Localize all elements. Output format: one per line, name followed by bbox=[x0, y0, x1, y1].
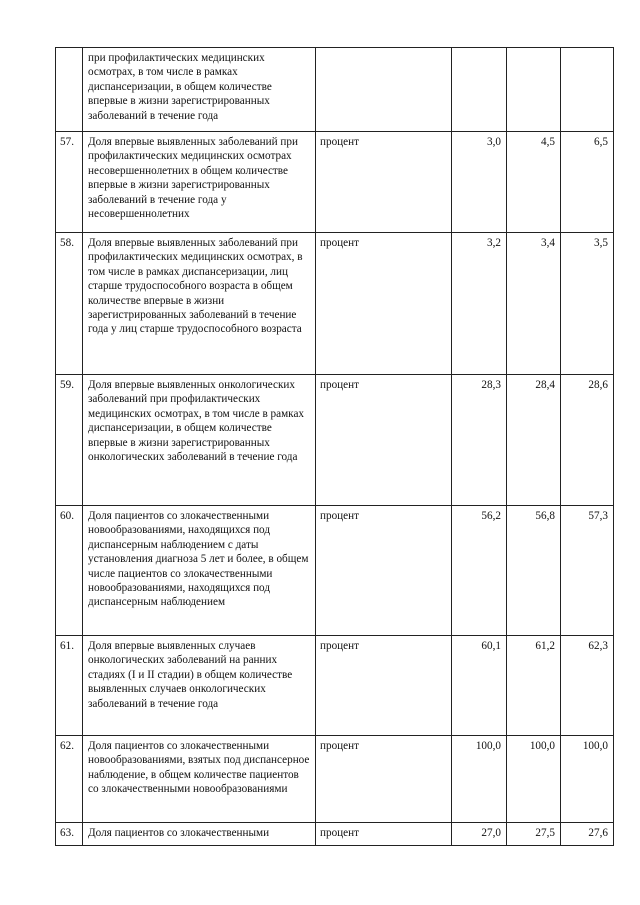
value-year-1: 28,3 bbox=[452, 375, 507, 506]
indicator-description: при профилактических медицинских осмотрах, в том числе в рамках диспансеризации, в общем количестве впервые в жизни зарегистрированных заболеваний в течение года bbox=[83, 48, 316, 132]
value-year-2: 28,4 bbox=[507, 375, 561, 506]
value-year-3: 28,6 bbox=[561, 375, 614, 506]
row-number: 62. bbox=[56, 736, 83, 823]
table-row bbox=[56, 736, 614, 823]
row-number: 63. bbox=[56, 823, 83, 846]
value-year-1: 60,1 bbox=[452, 636, 507, 736]
row-number: 59. bbox=[56, 375, 83, 506]
value-year-2: 56,8 bbox=[507, 506, 561, 636]
value-year-3: 100,0 bbox=[561, 736, 614, 823]
value-year-3: 3,5 bbox=[561, 233, 614, 375]
value-year-2: 100,0 bbox=[507, 736, 561, 823]
table-row bbox=[56, 48, 614, 132]
value-year-2: 4,5 bbox=[507, 132, 561, 233]
table-row bbox=[56, 375, 614, 506]
value-year-3: 57,3 bbox=[561, 506, 614, 636]
value-year-1: 3,0 bbox=[452, 132, 507, 233]
table-row bbox=[56, 823, 614, 846]
value-year-2 bbox=[507, 48, 561, 132]
table-row bbox=[56, 636, 614, 736]
unit-cell: процент bbox=[316, 233, 452, 375]
value-year-3: 27,6 bbox=[561, 823, 614, 846]
indicator-description: Доля пациентов со злокачественными новообразованиями, взятых под диспансерное наблюдение, в общем количестве пациентов со злокачественными новообразованиями bbox=[83, 736, 316, 823]
table-row bbox=[56, 233, 614, 375]
value-year-3 bbox=[561, 48, 614, 132]
row-number: 61. bbox=[56, 636, 83, 736]
value-year-3: 6,5 bbox=[561, 132, 614, 233]
indicator-description: Доля впервые выявленных заболеваний при профилактических медицинских осмотрах несовершеннолетних в общем количестве впервые в жизни зарегистрированных заболеваний в течение года у несовершеннолетних bbox=[83, 132, 316, 233]
indicators-table bbox=[55, 47, 614, 846]
unit-cell bbox=[316, 48, 452, 132]
unit-cell: процент bbox=[316, 736, 452, 823]
unit-cell: процент bbox=[316, 636, 452, 736]
indicator-description: Доля впервые выявленных заболеваний при профилактических медицинских осмотрах, в том числе в рамках диспансеризации, лиц старше трудоспособного возраста в общем количестве впервые в жизни зарегистрированных заболеваний в течение года у лиц старше трудоспособного возраста bbox=[83, 233, 316, 375]
value-year-1: 27,0 bbox=[452, 823, 507, 846]
value-year-2: 61,2 bbox=[507, 636, 561, 736]
indicator-description: Доля впервые выявленных случаев онкологических заболеваний на ранних стадиях (I и II стадии) в общем количестве выявленных случаев онкологических заболеваний в течение года bbox=[83, 636, 316, 736]
row-number: 58. bbox=[56, 233, 83, 375]
indicator-description: Доля впервые выявленных онкологических заболеваний при профилактических медицинских осмотрах, в том числе в рамках диспансеризации, в общем количестве впервые в жизни зарегистрированных онкологических заболеваний в течение года bbox=[83, 375, 316, 506]
unit-cell: процент bbox=[316, 375, 452, 506]
value-year-1: 100,0 bbox=[452, 736, 507, 823]
value-year-1: 3,2 bbox=[452, 233, 507, 375]
value-year-1: 56,2 bbox=[452, 506, 507, 636]
row-number: 60. bbox=[56, 506, 83, 636]
indicator-description: Доля пациентов со злокачественными bbox=[83, 823, 316, 846]
row-number bbox=[56, 48, 83, 132]
unit-cell: процент bbox=[316, 132, 452, 233]
value-year-2: 3,4 bbox=[507, 233, 561, 375]
value-year-1 bbox=[452, 48, 507, 132]
table-row bbox=[56, 506, 614, 636]
unit-cell: процент bbox=[316, 506, 452, 636]
value-year-2: 27,5 bbox=[507, 823, 561, 846]
value-year-3: 62,3 bbox=[561, 636, 614, 736]
row-number: 57. bbox=[56, 132, 83, 233]
unit-cell: процент bbox=[316, 823, 452, 846]
indicator-description: Доля пациентов со злокачественными новообразованиями, находящихся под диспансерным наблюдением с даты установления диагноза 5 лет и более, в общем числе пациентов со злокачественными новообразованиями, находящихся под диспансерным наблюдением bbox=[83, 506, 316, 636]
table-row bbox=[56, 132, 614, 233]
